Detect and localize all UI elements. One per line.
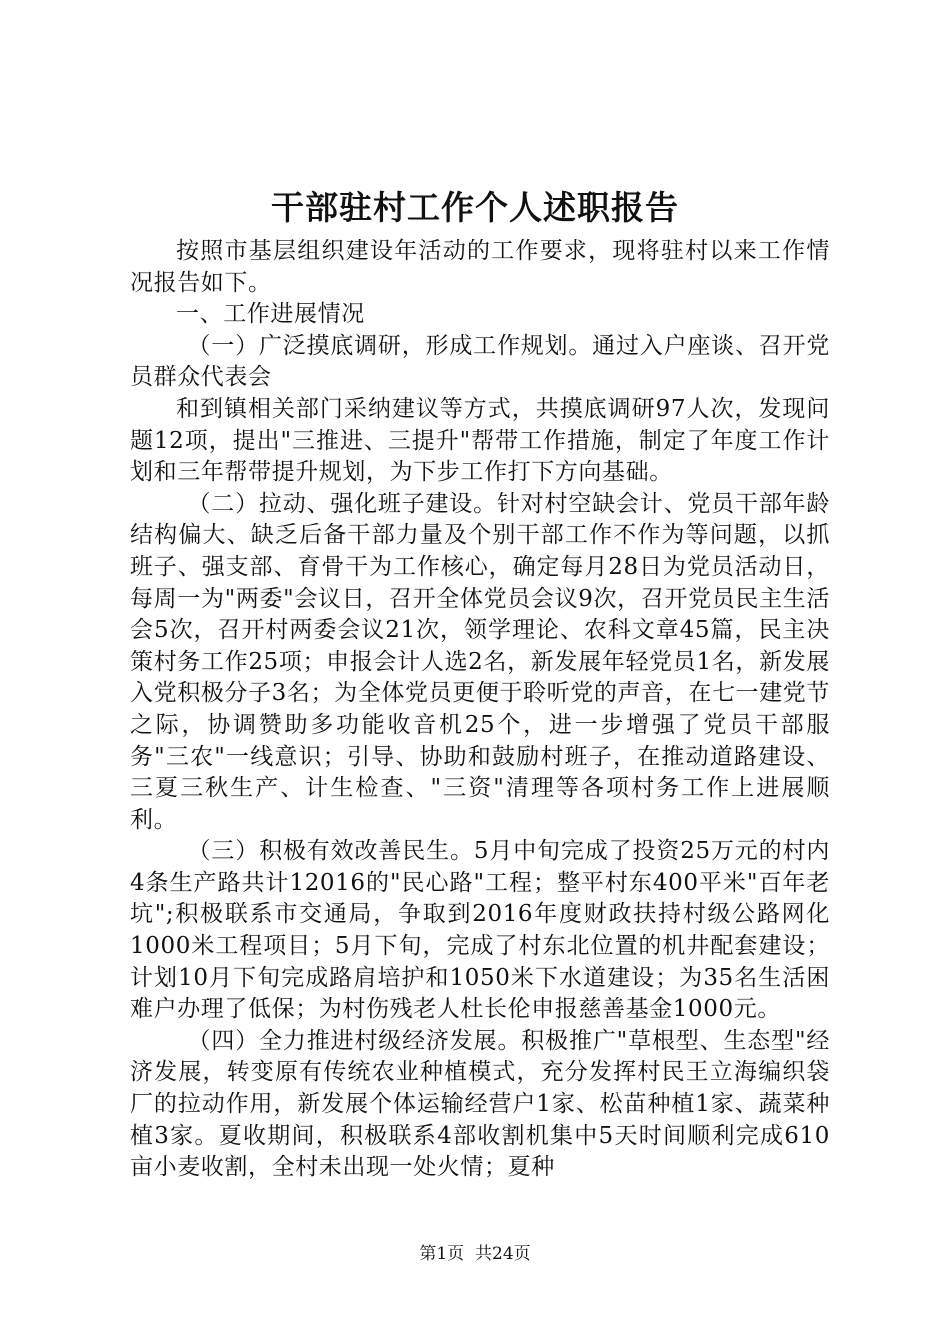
paragraph-item-1-body: 和到镇相关部门采纳建议等方式，共摸底调研97人次，发现问题12项，提出"三推进、三提升"帮带工作措施，制定了年度工作计划和三年帮带提升规划，为下步工作打下方向基础。 bbox=[130, 395, 830, 486]
section-heading-progress: 一、工作进展情况 bbox=[176, 301, 365, 328]
paragraph-intro: 按照市基层组织建设年活动的工作要求，现将驻村以来工作情况报告如下。 bbox=[130, 238, 830, 296]
page-number-total: 共24页 bbox=[475, 1244, 531, 1264]
document-title: 干部驻村工作个人述职报告 bbox=[271, 188, 679, 227]
paragraph-item-3: （三）积极有效改善民生。5月中旬完成了投资25万元的村内4条生产路共计12016的"民心路"工程；整平村东400平米"百年老坑";积极联系市交通局，争取到2016年度财政扶持村级公路网化1000米工程项目；5月下旬，完成了村东北位置的机井配套建设；计划10月下旬完成路肩培护和1050米下水道建设；为35名生活困难户办理了低保；为村伤残老人杜长伦申报慈善基金1000元。 bbox=[130, 838, 830, 1023]
document-body bbox=[130, 236, 830, 1184]
paragraph-item-1-heading: （一）广泛摸底调研，形成工作规划。通过入户座谈、召开党员群众代表会 bbox=[130, 332, 830, 391]
page-number-current: 第1页 bbox=[419, 1244, 465, 1264]
paragraph-item-4: （四）全力推进村级经济发展。积极推广"草根型、生态型"经济发展，转变原有传统农业种植模式，充分发挥村民王立海编织袋厂的拉动作用，新发展个体运输经营户1家、松苗种植1家、蔬菜种植3家。夏收期间，积极联系4部收割机集中5天时间顺利完成610亩小麦收割，全村未出现一处火情；夏种 bbox=[130, 1027, 830, 1181]
page-footer bbox=[0, 1243, 950, 1265]
paragraph-item-2: （二）拉动、强化班子建设。针对村空缺会计、党员干部年龄结构偏大、缺乏后备干部力量及个别干部工作不作为等问题，以抓班子、强支部、育骨干为工作核心，确定每月28日为党员活动日，每周一为"两委"会议日，召开全体党员会议9次，召开党员民主生活会5次，召开村两委会议21次，领学理论、农科文章45篇，民主决策村务工作25项；申报会计人选2名，新发展年轻党员1名，新发展入党积极分子3名；为全体党员更便于聆听党的声音，在七一建党节之际，协调赞助多功能收音机25个，进一步增强了党员干部服务"三农"一线意识；引导、协助和鼓励村班子，在推动道路建设、三夏三秋生产、计生检查、"三资"清理等各项村务工作上进展顺利。 bbox=[130, 490, 830, 833]
